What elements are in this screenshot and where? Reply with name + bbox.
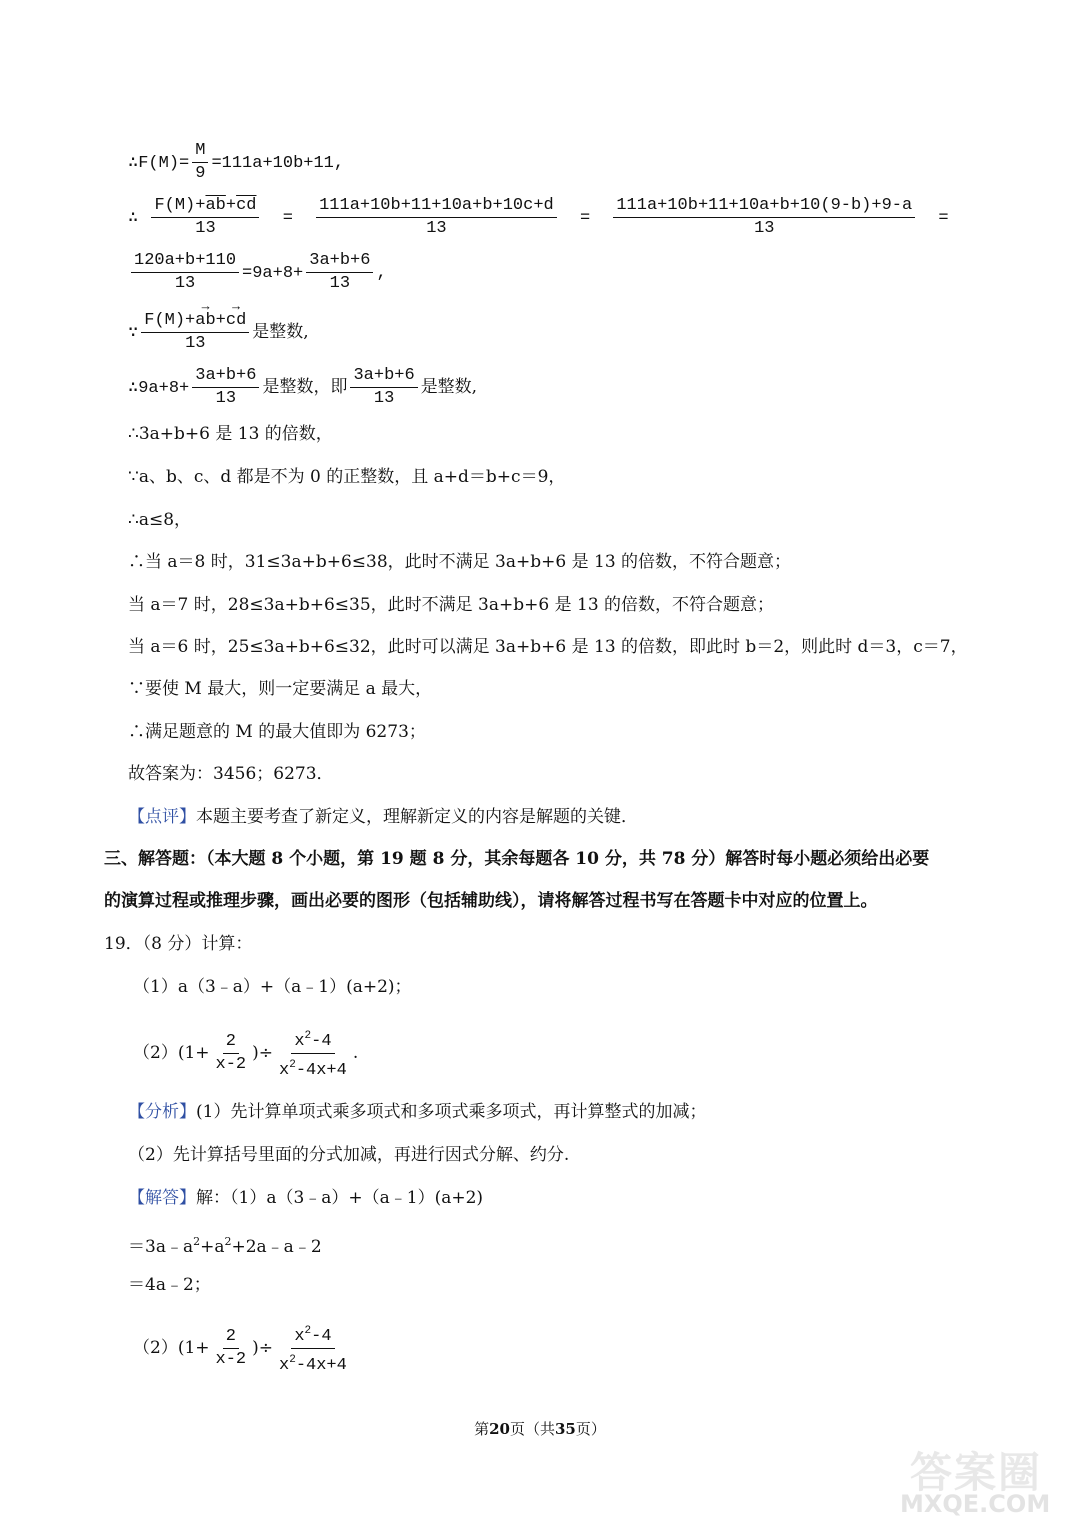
fraction: $\frac{M}{9}$ [192, 140, 208, 185]
comment-line: 【点评】本题主要考查了新定义，理解新定义的内容是解题的关键． [128, 807, 638, 827]
text: ∴F(M)= [128, 153, 190, 173]
text-line: ∴3a+b+6 是 13 的倍数， [128, 424, 333, 444]
section-heading-line-2: 的演算过程或推理步骤，画出必要的图形（包括辅助线），请将解答过程书写在答题卡中对应的位置上。 [104, 891, 878, 911]
question-title: 19．（8 分）计算： [104, 934, 253, 954]
text-line: ∵要使 M 最大，则一定要满足 a 最大， [128, 679, 433, 699]
analysis-line-2: （2）先计算括号里面的分式加减，再进行因式分解、约分. [128, 1145, 570, 1165]
analysis-line-1: 【分析】(1）先计算单项式乘多项式和多项式乘多项式，再计算整式的加减； [128, 1102, 707, 1122]
text-line: 当 a＝7 时，28≤3a+b+6≤35，此时不满足 3a+b+6 是 13 的倍数，不符合题意； [128, 595, 775, 615]
formula-line-4: ∵ $\frac{F(M)+\to ab+\to cd}{13}$ 是整数, [128, 310, 309, 355]
answer-line-2: $=3a﹣a^2+a^2+2a﹣a﹣2$ [128, 1235, 322, 1257]
answer-line-1: 【解答】解：（1）a（3﹣a）+（a﹣1）(a+2) [128, 1188, 484, 1208]
section-heading-line-1: 三、解答题：（本大题 8 个小题，第 19 题 8 分，其余每题各 10 分，共 78 分）解答时每小题必须给出必要 [104, 849, 930, 869]
text-line: 当 a＝6 时，25≤3a+b+6≤32，此时可以满足 3a+b+6 是 13 的倍数，即此时 b＝2，则此时 d＝3，c＝7， [128, 637, 968, 657]
fraction-substituted: $\frac{111a+10b+11+10a+b+10(9-b)+9-a}{13}$ [613, 195, 915, 240]
comment-tag: 【点评】 [128, 807, 196, 827]
formula-line-5: ∴9a+8+ $\frac{3a+b+6}{13}$ 是整数，即 $\frac{3a+b+6}{13}$ 是整数, [128, 366, 478, 408]
fraction-expanded: $\frac{111a+10b+11+10a+b+10c+d}{13}$ [316, 195, 557, 240]
formula-line-1 [128, 140, 344, 185]
fraction-f: $\frac{F(M)+\overline{ab}+\overline{cd}}{13}$ [151, 195, 259, 240]
text: =111a+10b+11, [211, 153, 345, 173]
answer-tag: 【解答】 [128, 1188, 196, 1208]
question-part-2: （2）(1+ $\frac{2}{x-2}$ )÷ $\frac{x^2-4}{x^2-4x+4}$ . [133, 1025, 358, 1082]
text-line: ∴a≤8， [128, 510, 192, 530]
analysis-tag: 【分析】 [128, 1102, 196, 1122]
text-line: ∴当 a＝8 时，31≤3a+b+6≤38，此时不满足 3a+b+6 是 13 的倍数，不符合题意； [128, 552, 792, 572]
page-footer: 第20页（共35页） [474, 1420, 606, 1438]
formula-line-3: $\frac{120a+b+110}{13}$ =9a+8+ $\frac{3a+b+6}{13}$ , [128, 250, 387, 295]
answer-line-3: ＝4a﹣2； [128, 1275, 211, 1295]
text-line: ∴满足题意的 M 的最大值即为 6273； [128, 722, 426, 742]
watermark-site: MXQE.COM [900, 1490, 1051, 1518]
question-part-1: （1）a（3﹣a）+（a﹣1）(a+2)； [133, 977, 412, 997]
answer-part-2: （2）(1+ $\frac{2}{x-2}$ )÷ $\frac{x^2-4}{x^2-4x+4}$ [133, 1320, 353, 1377]
watermark-logo: 答案圈 [910, 1448, 1043, 1497]
text-line: 故答案为：3456；6273． [128, 764, 334, 784]
text-line: ∵a、b、c、d 都是不为 0 的正整数，且 a+d＝b+c＝9， [128, 467, 566, 487]
formula-line-2: ∴ $\frac{F(M)+\overline{ab}+\overline{cd}}{13}$ = $\frac{111a+10b+11+10a+b+10c+d}{13}$ = $\frac{111a+10b+11+10a+b+10(9-b)+9-a}{13}$ = [128, 196, 949, 238]
watermark [900, 1440, 1070, 1520]
